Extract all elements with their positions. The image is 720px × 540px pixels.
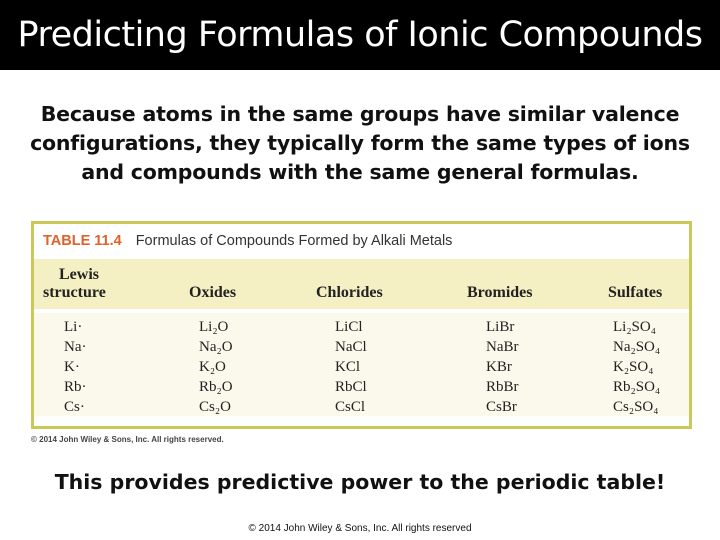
oxide-cell: Li₂O <box>199 319 229 335</box>
header-chlorides: Chlorides <box>316 284 383 301</box>
chloride-cell: NaCl <box>335 339 367 355</box>
chloride-cell: CsCl <box>335 399 366 415</box>
table-caption <box>43 231 452 251</box>
bromide-cell: NaBr <box>486 339 519 355</box>
sulfate-cell: Cs₂SO₄ <box>613 399 659 415</box>
intro-text: Because atoms in the same groups have similar valence configurations, they typically form the same types of ions and compounds with the same general formulas. <box>30 102 690 184</box>
oxide-cell: Rb₂O <box>199 379 233 395</box>
table-header-row <box>34 259 689 309</box>
lewis-cell: Li· <box>64 319 83 335</box>
oxides-column <box>199 317 233 417</box>
sulfate-cell: Rb₂SO₄ <box>613 379 661 395</box>
sulfate-cell: Li₂SO₄ <box>613 319 656 335</box>
sulfate-cell: K₂SO₄ <box>613 359 654 375</box>
slide-title: Predicting Formulas of Ionic Compounds <box>0 0 720 70</box>
chloride-cell: KCl <box>335 359 361 375</box>
table-title: Formulas of Compounds Formed by Alkali Metals <box>135 233 453 249</box>
oxide-cell: Cs₂O <box>199 399 231 415</box>
chloride-cell: RbCl <box>335 379 367 395</box>
lewis-column <box>64 317 87 417</box>
bromide-cell: CsBr <box>486 399 517 415</box>
footer-copyright: © 2014 John Wiley & Sons, Inc. All rights reserved <box>248 523 472 534</box>
oxide-cell: Na₂O <box>199 339 233 355</box>
sulfate-cell: Na₂SO₄ <box>613 339 661 355</box>
bromide-cell: LiBr <box>486 319 515 335</box>
header-bromides: Bromides <box>467 284 533 301</box>
header-oxides: Oxides <box>189 284 237 301</box>
bromides-column <box>486 317 519 417</box>
table-body <box>34 313 689 416</box>
table-figure <box>31 221 692 429</box>
bromide-cell: KBr <box>486 359 512 375</box>
sulfates-column <box>613 317 660 417</box>
chloride-cell: LiCl <box>335 319 363 335</box>
tagline-text: This provides predictive power to the periodic table! <box>54 470 666 494</box>
table-copyright: © 2014 John Wiley & Sons, Inc. All rights reserved. <box>31 435 224 444</box>
header-lewis-line2: structure <box>43 284 106 301</box>
header-lewis-line1: Lewis <box>59 266 99 283</box>
table-number: TABLE 11.4 <box>43 233 122 249</box>
lewis-cell: Rb· <box>64 379 87 395</box>
oxide-cell: K₂O <box>199 359 226 375</box>
lewis-cell: Cs· <box>64 399 85 415</box>
lewis-cell: K· <box>64 359 80 375</box>
header-sulfates: Sulfates <box>608 284 663 301</box>
bromide-cell: RbBr <box>486 379 519 395</box>
chlorides-column <box>335 317 367 417</box>
lewis-cell: Na· <box>64 339 87 355</box>
